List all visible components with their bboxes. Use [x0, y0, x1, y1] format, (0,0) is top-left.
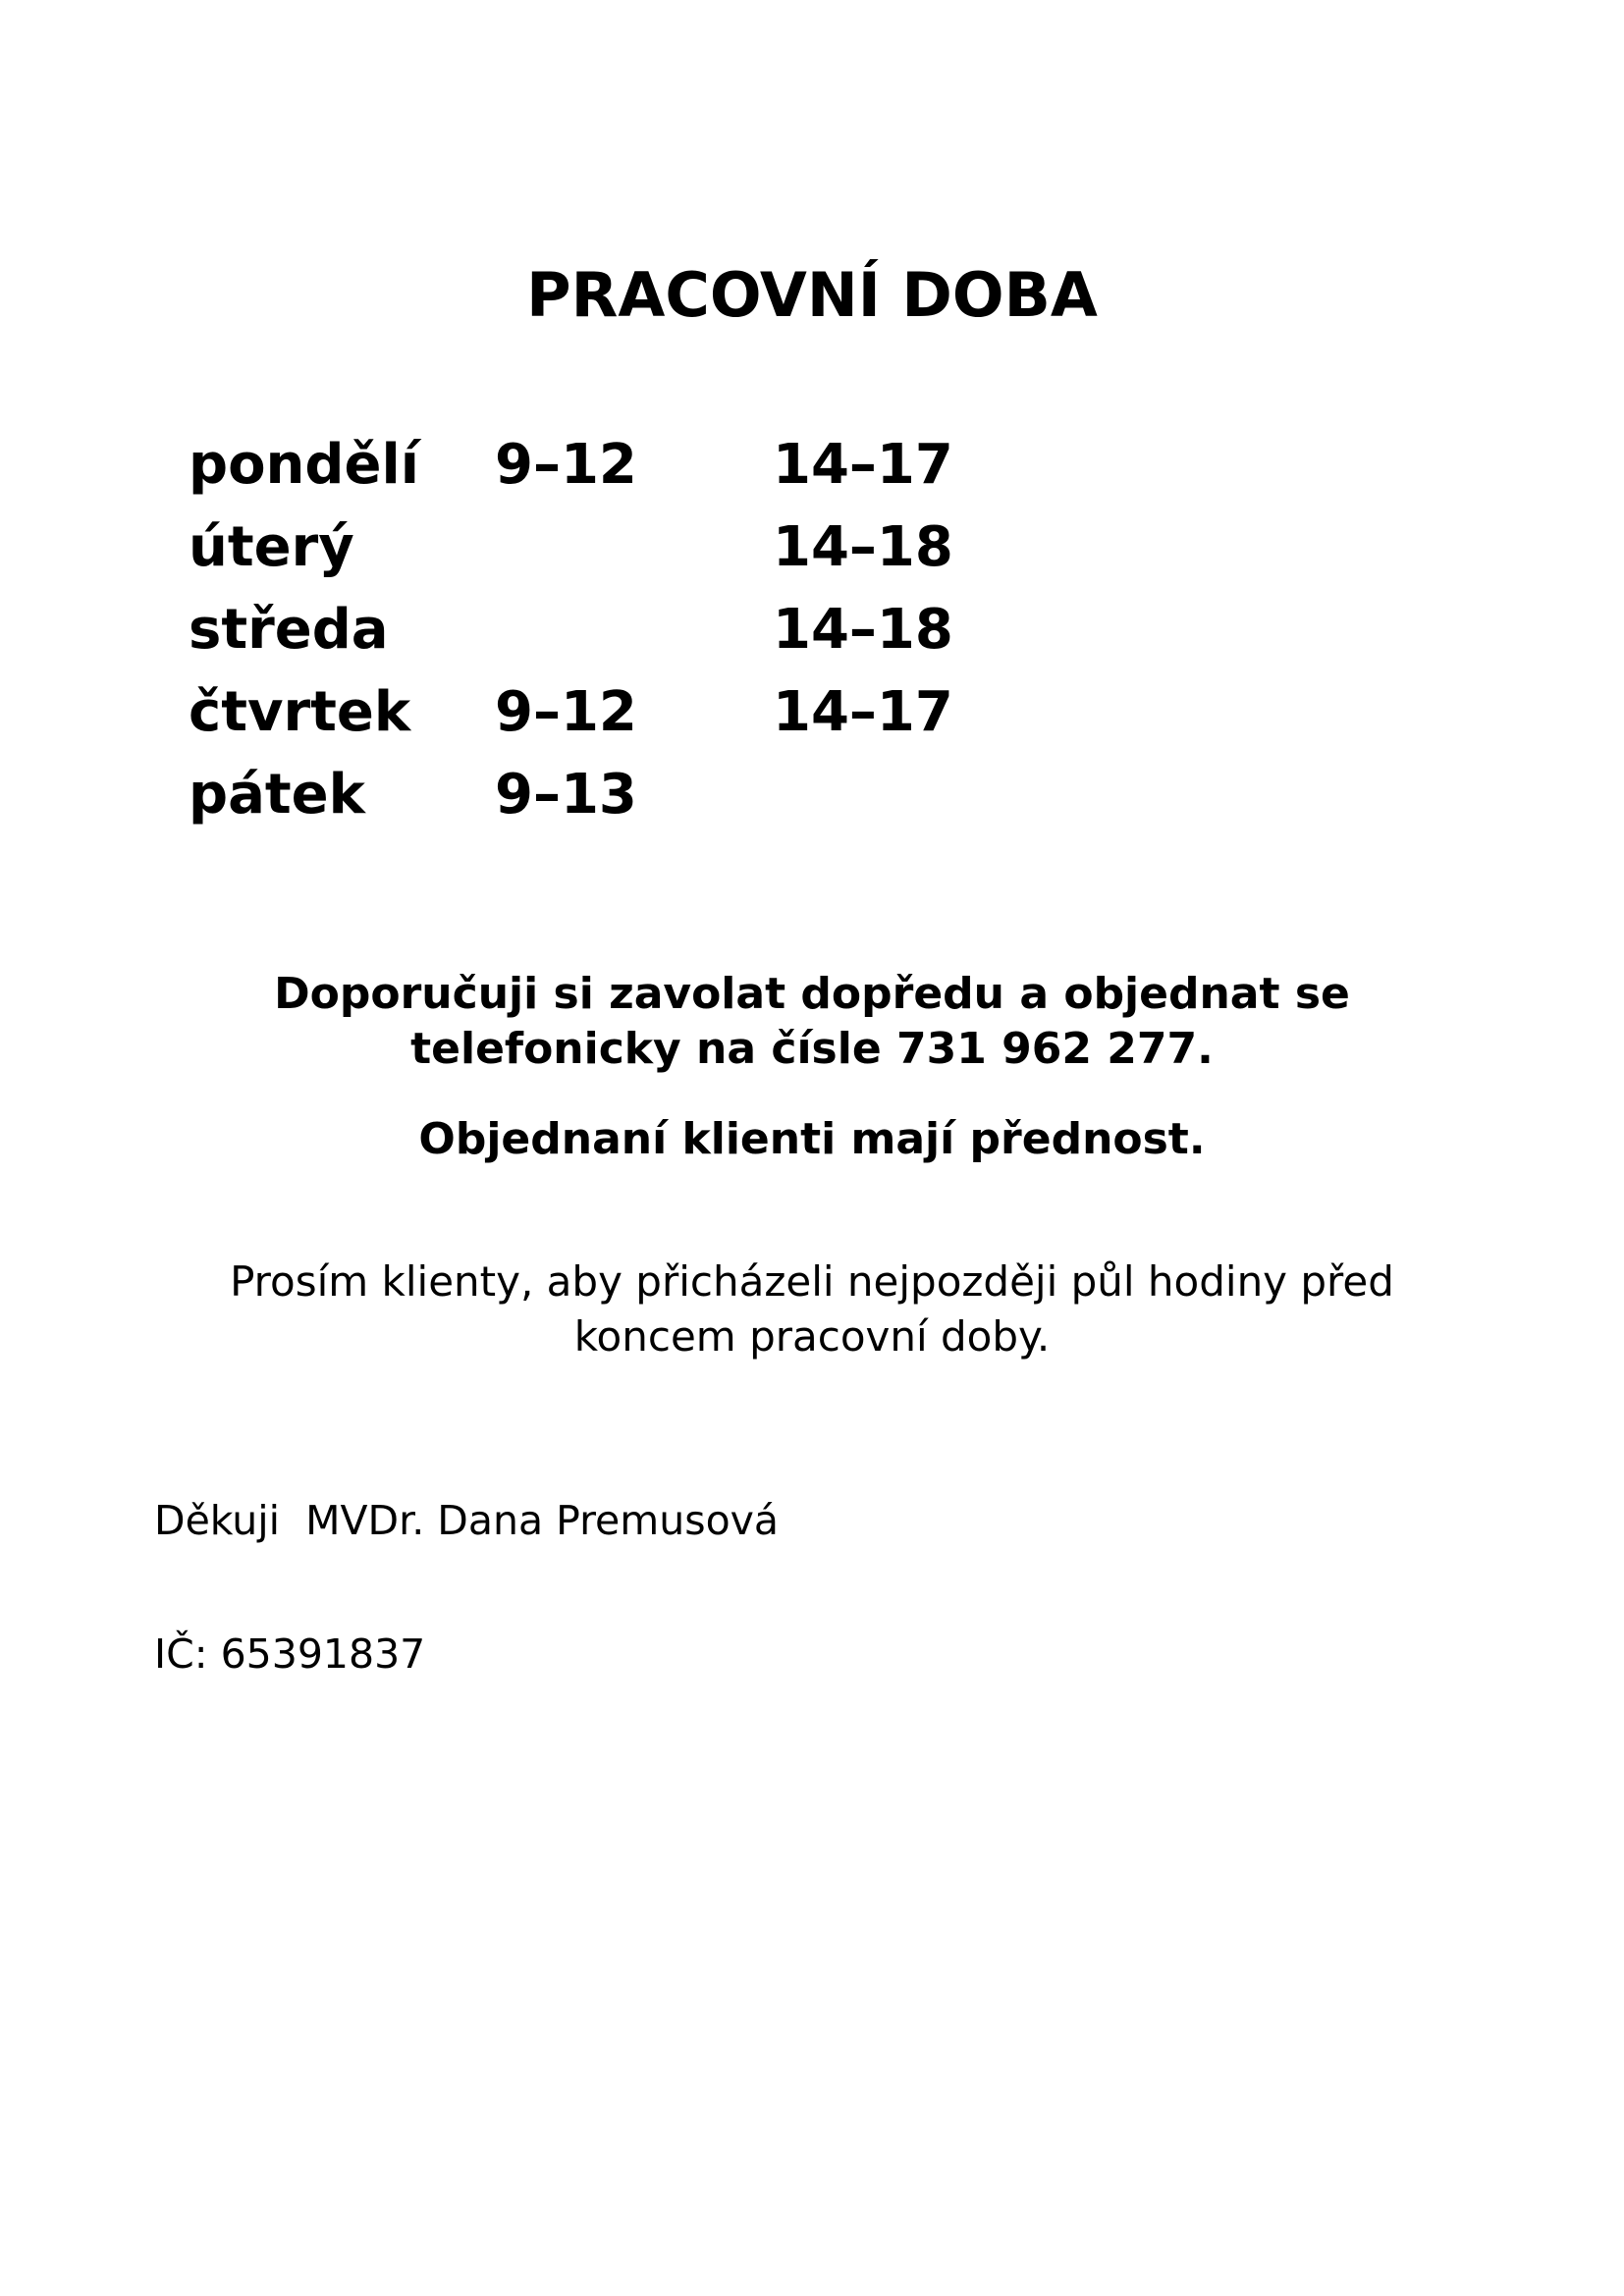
signature: Děkuji MVDr. Dana Premusová — [154, 1497, 780, 1544]
page-title: PRACOVNÍ DOBA — [526, 259, 1098, 331]
arrival-line-2: koncem pracovní doby. — [573, 1312, 1051, 1361]
priority-note: Objednaní klienti mají přednost. — [418, 1114, 1206, 1164]
morning-hours: 9–13 — [495, 763, 637, 827]
morning-hours: 9–12 — [495, 680, 637, 744]
day-label: středa — [189, 598, 389, 662]
afternoon-hours: 14–17 — [773, 433, 953, 497]
afternoon-hours: 14–17 — [773, 680, 953, 744]
day-label: úterý — [189, 515, 354, 579]
arrival-note — [0, 1255, 1624, 1364]
day-label: čtvrtek — [189, 680, 411, 744]
arrival-line-1: Prosím klienty, aby přicházeli nejpozději půl hodiny před — [230, 1257, 1394, 1306]
afternoon-hours: 14–18 — [773, 515, 953, 579]
day-label: pondělí — [189, 433, 419, 497]
call-ahead-line-1: Doporučuji si zavolat dopředu a objednat se — [274, 969, 1350, 1019]
call-ahead-line-2: telefonicky na čísle 731 962 277. — [410, 1024, 1214, 1074]
morning-hours: 9–12 — [495, 433, 637, 497]
call-ahead-note — [0, 967, 1624, 1077]
day-label: pátek — [189, 763, 365, 827]
company-id: IČ: 65391837 — [154, 1630, 426, 1678]
afternoon-hours: 14–18 — [773, 598, 953, 662]
